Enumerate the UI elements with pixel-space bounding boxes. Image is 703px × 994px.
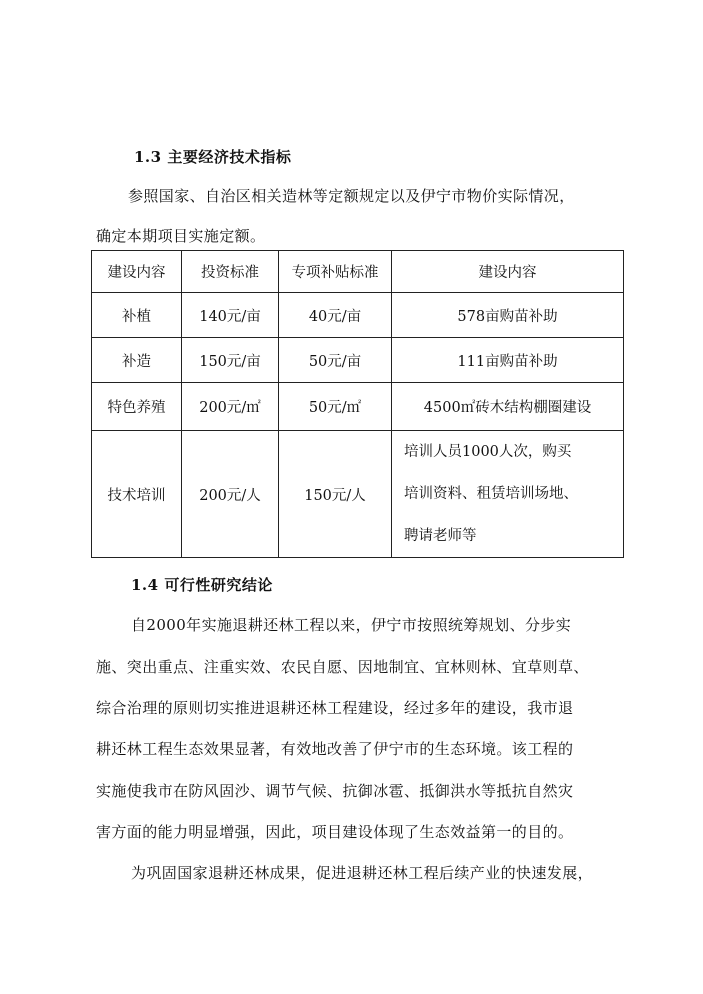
table-cell-subsidy: 50元/㎡: [279, 383, 392, 431]
paragraph-1-line-5: 实施使我市在防风固沙、调节气候、抗御冰雹、抵御洪水等抵抗自然灾: [96, 782, 574, 800]
table-cell-item: 技术培训: [92, 431, 182, 558]
intro-line-1: 参照国家、自治区相关造林等定额规定以及伊宁市物价实际情况，: [128, 187, 575, 205]
table-row: [92, 431, 624, 558]
table-cell-subsidy: 150元/人: [279, 431, 392, 558]
table-header-row: [92, 251, 624, 293]
content-line: 培训人员1000人次，购买: [404, 444, 572, 460]
paragraph-1-line-4: 耕还林工程生态效果显著，有效地改善了伊宁市的生态环境。该工程的: [96, 740, 574, 758]
table-cell-content: 111亩购苗补助: [392, 338, 624, 383]
table-row: [92, 383, 624, 431]
paragraph-1-line-3: 综合治理的原则切实推进退耕还林工程建设，经过多年的建设，我市退: [96, 699, 574, 717]
paragraph-2-line-1: 为巩固国家退耕还林成果，促进退耕还林工程后续产业的快速发展，: [131, 864, 594, 882]
table-cell-item: 特色养殖: [92, 383, 182, 431]
table-cell-investment: 200元/㎡: [182, 383, 279, 431]
table-cell-content: 578亩购苗补助: [392, 293, 624, 338]
table-cell-investment: 140元/亩: [182, 293, 279, 338]
table-row: [92, 338, 624, 383]
table-cell-content: 4500㎡砖木结构棚圈建设: [392, 383, 624, 431]
table-cell-investment: 200元/人: [182, 431, 279, 558]
table-cell-content: [392, 431, 624, 558]
section-heading-1-4: 1.4 可行性研究结论: [131, 576, 273, 594]
table-cell-investment: 150元/亩: [182, 338, 279, 383]
table-cell-item: 补造: [92, 338, 182, 383]
table-cell-subsidy: 40元/亩: [279, 293, 392, 338]
table-row: [92, 293, 624, 338]
table-header-cell: 投资标准: [182, 251, 279, 293]
content-line: 培训资料、租赁培训场地、: [404, 486, 578, 502]
table-header-cell: 建设内容: [92, 251, 182, 293]
paragraph-1-line-2: 施、突出重点、注重实效、农民自愿、因地制宜、宜林则林、宜草则草、: [96, 658, 589, 676]
paragraph-1-line-6: 害方面的能力明显增强，因此，项目建设体现了生态效益第一的目的。: [96, 823, 574, 841]
table-header-cell: 专项补贴标准: [279, 251, 392, 293]
intro-line-2: 确定本期项目实施定额。: [96, 227, 266, 245]
table-cell-item: 补植: [92, 293, 182, 338]
table-cell-subsidy: 50元/亩: [279, 338, 392, 383]
paragraph-1-line-1: 自2000年实施退耕还林工程以来，伊宁市按照统筹规划、分步实: [131, 616, 572, 634]
section-heading-1-3: 1.3 主要经济技术指标: [134, 148, 292, 166]
table-header-cell: 建设内容: [392, 251, 624, 293]
indicators-table: [91, 250, 624, 558]
content-line: 聘请老师等: [404, 528, 477, 544]
